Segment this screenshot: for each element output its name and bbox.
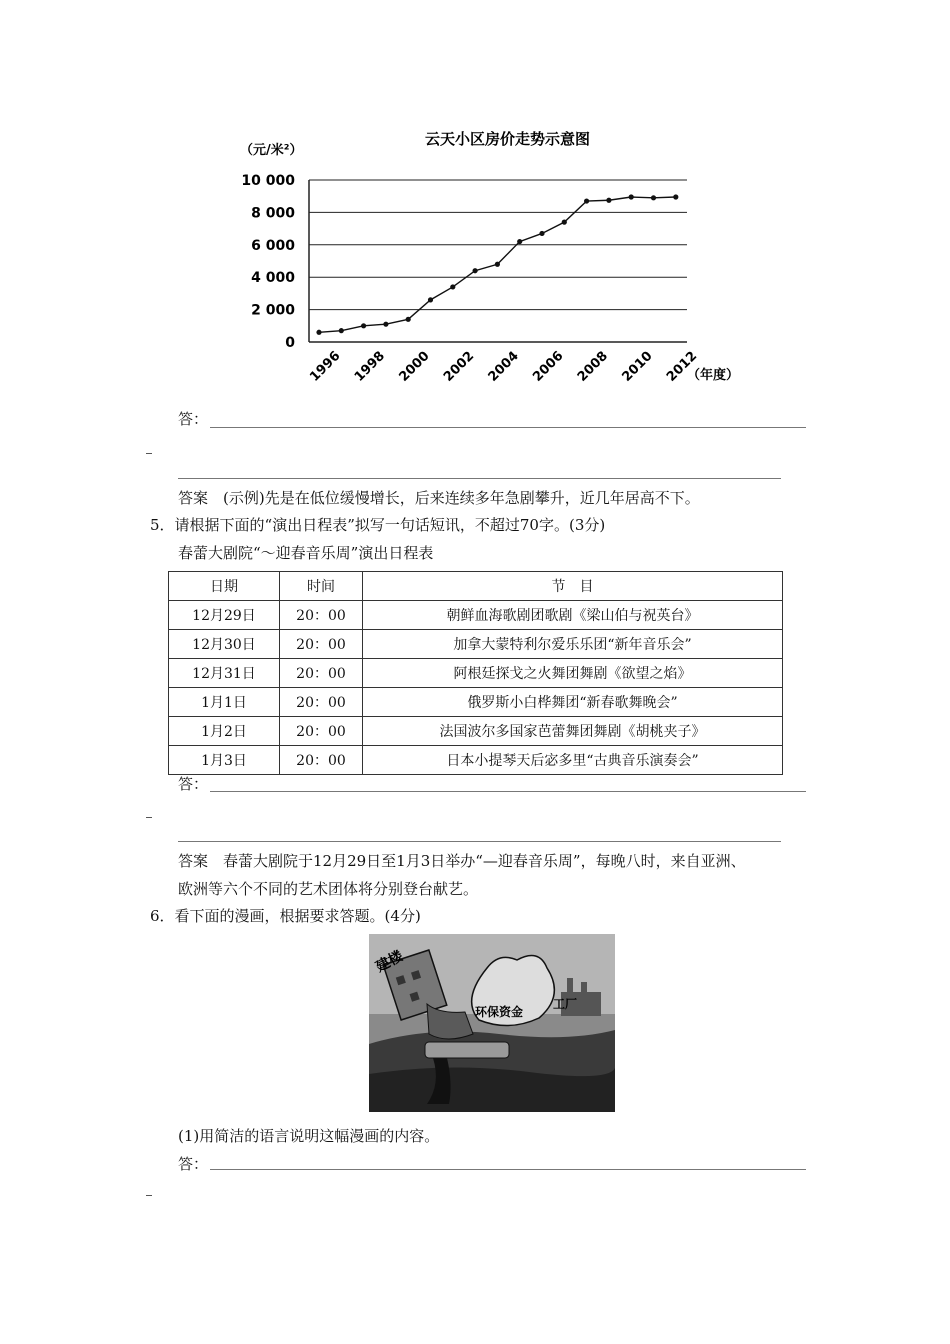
x-tick-label: 2010 [619, 348, 656, 385]
data-point [361, 323, 366, 328]
table-row [169, 659, 783, 688]
header-program: 节 目 [363, 572, 783, 601]
table-row [169, 746, 783, 775]
cell-program: 法国波尔多国家芭蕾舞团舞剧《胡桃夹子》 [363, 717, 783, 746]
x-tick-label: 1998 [351, 348, 389, 385]
data-point [651, 195, 656, 200]
y-axis-unit: （元/米²） [240, 143, 303, 158]
data-point [495, 262, 500, 267]
data-point [673, 194, 678, 199]
q6-sub1: (1)用简洁的语言说明这幅漫画的内容。 [178, 1127, 440, 1145]
y-tick-label: 0 [285, 335, 295, 351]
cartoon-label-bag: 环保资金 [475, 1005, 524, 1019]
cell-program: 阿根廷探戈之火舞团舞剧《欲望之焰》 [363, 659, 783, 688]
q5-answer-line-1[interactable] [210, 791, 806, 792]
cell-time: 20：00 [280, 717, 363, 746]
q4-answer-text: 答案 (示例)先是在低位缓慢增长，后来连续多年急剧攀升，近几年居高不下。 [178, 489, 700, 507]
cell-program: 加拿大蒙特利尔爱乐乐团“新年音乐会” [363, 630, 783, 659]
cell-program: 俄罗斯小白桦舞团“新春歌舞晚会” [363, 688, 783, 717]
x-tick-label: 2000 [396, 348, 433, 385]
data-point [584, 198, 589, 203]
cell-date: 12月31日 [169, 659, 280, 688]
data-point [629, 194, 634, 199]
q5-answer-text-1: 答案 春蕾大剧院于12月29日至1月3日举办“—迎春音乐周”，每晚八时，来自亚洲、 [178, 852, 746, 870]
x-ticks [307, 349, 700, 385]
x-tick-label: 2012 [664, 348, 701, 385]
q6-question: 6．看下面的漫画，根据要求答题。(4分) [150, 907, 421, 925]
y-tick-label: 2 000 [251, 302, 295, 319]
data-point [428, 297, 433, 302]
table-row [169, 601, 783, 630]
y-tick-label: 8 000 [251, 205, 295, 222]
table-header-row [169, 572, 783, 601]
q5-answer-label: 答： [178, 775, 209, 793]
q5-table-title: 春蕾大剧院“～迎春音乐周”演出日程表 [178, 544, 434, 562]
data-point [517, 239, 522, 244]
y-tick-label: 4 000 [251, 270, 295, 287]
header-time: 时间 [280, 572, 363, 601]
x-tick-label: 1996 [307, 348, 344, 385]
cartoon-label-factory: 工厂 [553, 997, 578, 1011]
q4-margin-dash [146, 453, 152, 454]
cell-time: 20：00 [280, 688, 363, 717]
q6-margin-dash [146, 1195, 152, 1196]
cell-time: 20：00 [280, 746, 363, 775]
y-ticks [241, 173, 295, 351]
q4-answer-label: 答： [178, 410, 209, 428]
q5-answer-text-2: 欧洲等六个不同的艺术团体将分别登台献艺。 [178, 880, 479, 898]
header-date: 日期 [169, 572, 280, 601]
x-tick-label: 2008 [574, 348, 612, 385]
cell-date: 1月2日 [169, 717, 280, 746]
x-tick-label: 2004 [485, 348, 522, 385]
q6-answer-label: 答： [178, 1155, 209, 1173]
table-row [169, 630, 783, 659]
q5-question: 5．请根据下面的“演出日程表”拟写一句话短讯，不超过70字。(3分) [150, 516, 606, 534]
data-point [316, 330, 321, 335]
cell-program: 日本小提琴天后宓多里“古典音乐演奏会” [363, 746, 783, 775]
cartoon-image [369, 934, 615, 1112]
y-tick-label: 6 000 [251, 237, 295, 254]
data-point [450, 284, 455, 289]
y-tick-label: 10 000 [241, 173, 295, 189]
x-tick-label: 2002 [441, 348, 478, 385]
chart-title: 云天小区房价走势示意图 [425, 130, 591, 148]
cell-time: 20：00 [280, 659, 363, 688]
x-axis-unit: （年度） [687, 368, 740, 383]
q5-margin-dash [146, 817, 152, 818]
x-tick-label: 2006 [530, 348, 567, 385]
price-series-points [316, 194, 678, 334]
cell-program: 朝鲜血海歌剧团歌剧《梁山伯与祝英台》 [363, 601, 783, 630]
q6-answer-line-1[interactable] [210, 1169, 806, 1170]
data-point [606, 198, 611, 203]
cell-date: 1月1日 [169, 688, 280, 717]
data-point [562, 220, 567, 225]
cartoon-label-building: 建楼 [373, 948, 406, 976]
data-point [383, 322, 388, 327]
table-row [169, 717, 783, 746]
cell-date: 12月30日 [169, 630, 280, 659]
data-point [339, 328, 344, 333]
table-row [169, 688, 783, 717]
schedule-table [168, 571, 783, 775]
cell-time: 20：00 [280, 601, 363, 630]
q4-answer-line-1[interactable] [210, 427, 806, 428]
cell-time: 20：00 [280, 630, 363, 659]
house-price-chart [240, 120, 760, 400]
cell-date: 1月3日 [169, 746, 280, 775]
q4-answer-line-2[interactable] [178, 478, 781, 479]
q5-answer-line-2[interactable] [178, 841, 781, 842]
data-point [406, 317, 411, 322]
data-point [473, 268, 478, 273]
cell-date: 12月29日 [169, 601, 280, 630]
data-point [539, 231, 544, 236]
